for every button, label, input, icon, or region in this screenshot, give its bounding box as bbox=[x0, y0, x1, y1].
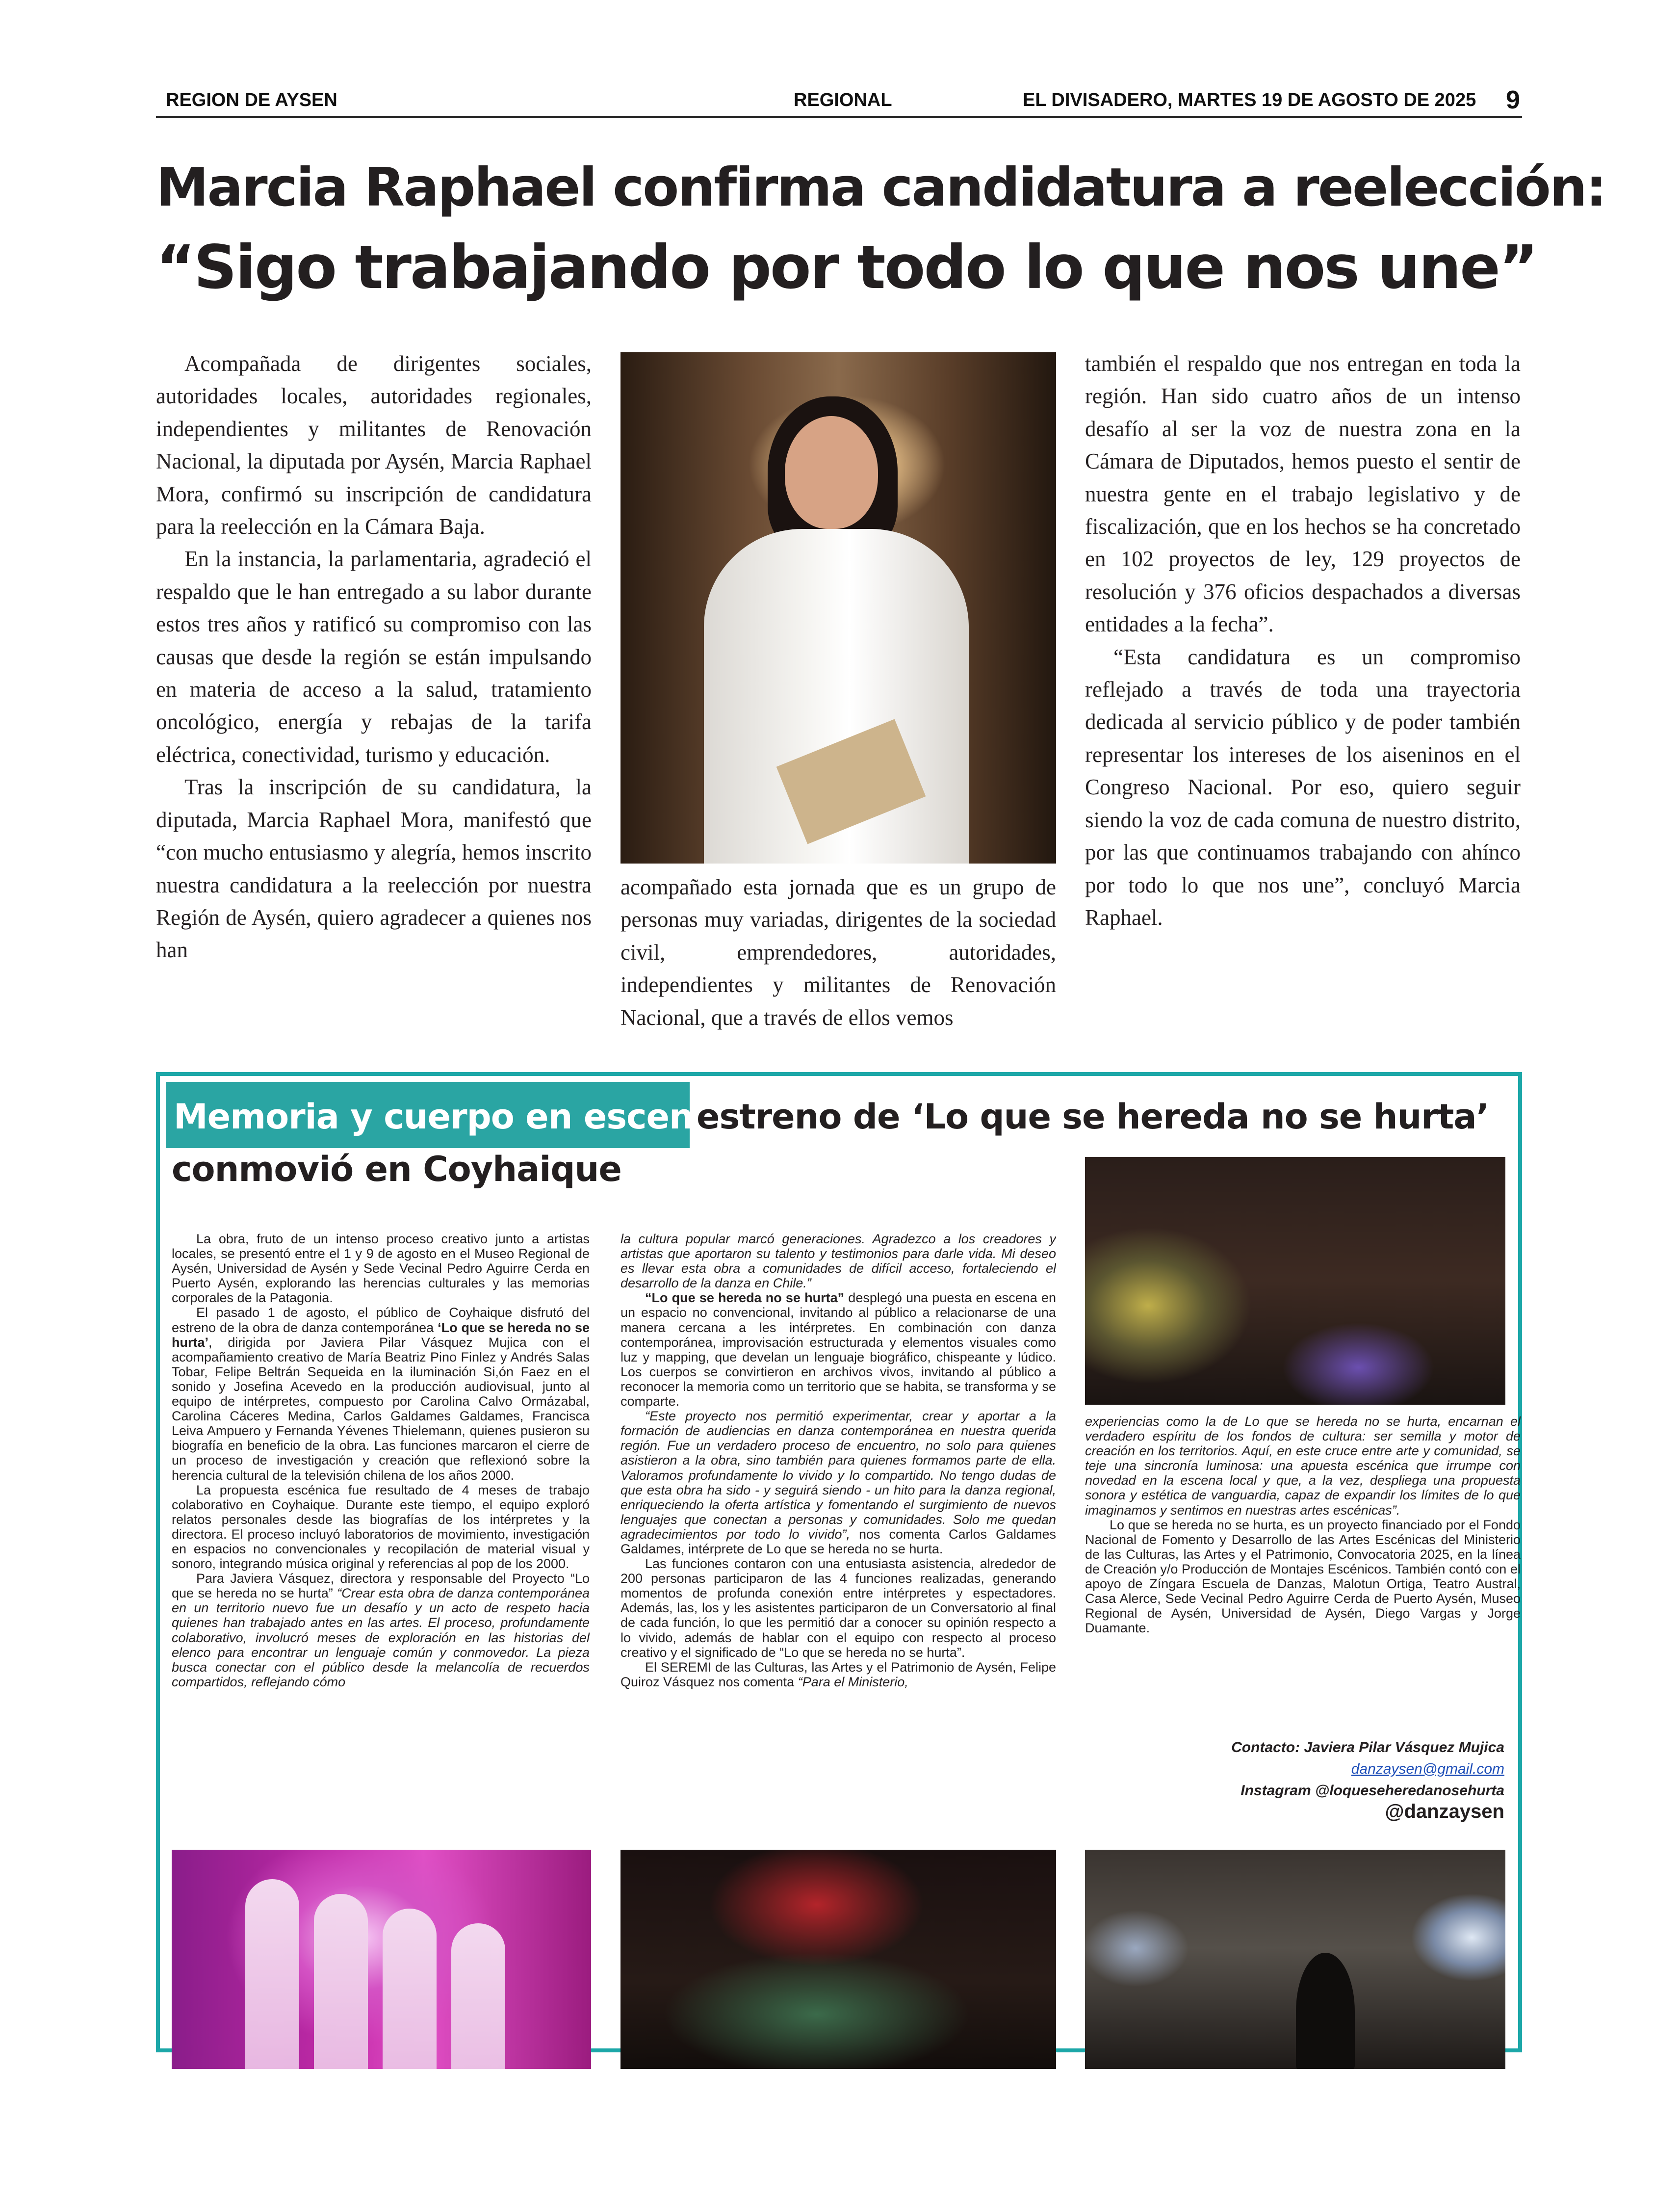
paragraph bbox=[1085, 1414, 1521, 1518]
quote-run: experiencias como la de Lo que se hereda no se hurta, encarnan el verdadero espíritu de los fondos de cultura: ser semilla y motor de creación en los territorios. Aquí, en este cruce entre arte y comunidad, se teje una sincronía luminosa: una apuesta escénica que irrumpe con novedad en la escena local y que, a la vez, despliega una propuesta sonora y estética de vanguardia, capaz de expandir los límites de lo que imaginamos y sentimos en nuestras artes escénicas”. bbox=[1085, 1414, 1521, 1518]
section-category: REGIONAL bbox=[794, 90, 892, 110]
page-number: 9 bbox=[1506, 86, 1520, 114]
text-run: El SEREMI de las Culturas, las Artes y el Patrimonio de Aysén, Felipe Quiroz Vásquez nos comenta bbox=[620, 1659, 1056, 1689]
paragraph: Acompañada de dirigentes sociales, autoridades locales, autoridades regionales, independientes y militantes de Renovación Nacional, la diputada por Aysén, Marcia Raphael Mora, confirmó su inscripción de candidatura para la reelección en la Cámara Baja. bbox=[156, 351, 592, 539]
quote-run: la cultura popular marcó generaciones. Agradezco a los creadores y artistas que aportaron su talento y testimonios para darle vida. Mi deseo es llevar esta obra a comunidades de difícil acceso, fortaleciendo el desarrollo de la danza en Chile.” bbox=[620, 1232, 1056, 1291]
work-title: “Lo que se hereda no se hurta” bbox=[645, 1290, 845, 1306]
header-rule bbox=[156, 116, 1522, 118]
paragraph: acompañado esta jornada que es un grupo de personas muy variadas, dirigentes de la sociedad civil, emprendedores, autoridades, independientes y militantes de Renovación Nacional, que a través de ellos vemos bbox=[620, 875, 1056, 1030]
issue-date: EL DIVISADERO, MARTES 19 DE AGOSTO DE 2025 bbox=[1023, 90, 1476, 110]
audience-photo bbox=[1085, 1157, 1505, 1405]
text-run: Para Javiera Vásquez, directora y responsable del Proyecto “Lo que se hereda no se hurta” bbox=[172, 1571, 590, 1601]
text-run: El pasado 1 de agosto, el público de Coyhaique disfrutó del estreno de la obra de danza contemporánea bbox=[172, 1305, 590, 1335]
paragraph: Las funciones contaron con una entusiasta asistencia, alrededor de 200 personas participaron de las 4 funciones realizadas, generando momentos de profunda conexión entre intérpretes y espectadores. Además, las, los y les asistentes participaron de un Conversatorio al final de cada función, lo que les permitió dar a conocer su opinión respecto a lo vivido, además de hablar con el equipo con respecto al proceso creativo y el significado de “Lo que se hereda no se hurta”. bbox=[620, 1556, 1056, 1660]
quote-run: “Para el Ministerio, bbox=[798, 1674, 908, 1689]
paragraph: Lo que se hereda no se hurta, es un proyecto financiado por el Fondo Nacional de Fomento y Desarrollo de las Artes Escénicas del Ministerio de las Culturas, las Artes y el Patrimonio, Convocatoria 2025, en la línea de Creación y/o Producción de Montajes Escénicos. También contó con el apoyo de Zíngara Escuela de Danzas, Malotun Ortiga, Teatro Austral, Casa Alerce, Sede Vecinal Pedro Aguirre Cerda de Puerto Aysén, Museo Regional de Aysén, Universidad de Aysén, Diego Vargas y Jorge Duamante. bbox=[1085, 1517, 1521, 1636]
paragraph: “Esta candidatura es un compromiso reflejado a través de toda una trayectoria dedicada al servicio público y de poder también representar los intereses de los aiseninos en el Congreso Nacional. Por eso, quiero seguir siendo la voz de cada comuna de nuestro distrito, por las que continuamos trabajando con ahínco por todo lo que nos une”, concluyó Marcia Raphael. bbox=[1085, 644, 1521, 930]
feature-column-1 bbox=[172, 1232, 590, 1826]
quote-run: “Crear esta obra de danza contemporánea en un territorio nuevo fue un desafío y un acto de respeto hacia quienes han trabajado antes en las artes. El proceso, profundamente colaborativo, involucró meses de exploración en las historias del elenco para encontrar un lenguaje común y conmovedor. La pieza busca conectar con el público desde la melancolía de recuerdos compartidos, reflejando cómo bbox=[172, 1586, 590, 1689]
photo-dancer-shape bbox=[314, 1894, 368, 2069]
article-headline-quote: “Sigo trabajando por todo lo que nos une” bbox=[156, 233, 1537, 302]
article-column-1 bbox=[156, 347, 592, 1032]
quote-run: “Este proyecto nos permitió experimentar, crear y aportar a la formación de audiencias en danza contemporánea en nuestra querida región. Fue un verdadero proceso de encuentro, no solo para quienes asistieron a la obra, sino también para quienes formamos parte de ella. Valoramos profundamente lo vivido y lo compartido. No tengo dudas de que esta obra ha sido - y seguirá siendo - un hito para la danza regional, enriqueciendo la oferta artística y fomentando el surgimiento de nuevos lenguajes que conectan a personas y comunidades. Solo me quedan agradecimientos por todo lo vivido”, bbox=[620, 1409, 1056, 1542]
photo-silhouette-shape bbox=[1296, 1953, 1355, 2069]
contact-email-link[interactable]: danzaysen@gmail.com bbox=[1351, 1761, 1504, 1777]
feature-column-3 bbox=[1085, 1414, 1521, 1719]
contact-handle: @danzaysen bbox=[1385, 1801, 1504, 1822]
paragraph bbox=[620, 1232, 1056, 1290]
photo-dancer-shape bbox=[383, 1909, 437, 2069]
performance-red-green-photo bbox=[620, 1850, 1056, 2069]
paragraph: En la instancia, la parlamentaria, agradeció el respaldo que le han entregado a su labor durante estos tres años y ratificó su compromiso con las causas que desde la región se están impulsando en materia de acceso a la salud, tratamiento oncológico, energía y rebajas de la tarifa eléctrica, conectividad, turismo y educación. bbox=[156, 547, 592, 767]
article-column-3 bbox=[1085, 347, 1521, 1000]
text-run: , dirigida por Javiera Pilar Vásquez Mujica con el acompañamiento creativo de María Beatriz Pino Finlez y Andrés Salas Tobar, Felipe Beltrán Sequeida en la iluminación Si,ón Faez en el sonido y Josefina Acevedo en la producción audiovisual, junto al equipo de intérpretes, compuesto por Carolina Calvo Ormázabal, Carolina Cáceres Medina, Carlos Galdames Galdames, Francisca Leiva Ampuero y Fernanda Yévenes Thielemann, quienes pusieron su biografía en beneficio de la obra. Las funciones marcaron el cierre de un proceso de investigación y creación que reflexionó sobre la herencia cultural de la televisión chilena de los años 2000. bbox=[172, 1335, 590, 1483]
contact-instagram: Instagram @loqueseheredanosehurta bbox=[1241, 1783, 1504, 1799]
article-column-2 bbox=[620, 871, 1056, 1033]
contact-name: Contacto: Javiera Pilar Vásquez Mujica bbox=[1231, 1739, 1504, 1756]
feature-headline: estreno de ‘Lo que se hereda no se hurta’ bbox=[697, 1097, 1489, 1137]
work-title: ‘Lo que se hereda no se hurta’ bbox=[172, 1320, 590, 1350]
paragraph bbox=[620, 1660, 1056, 1689]
portrait-photo bbox=[620, 352, 1056, 864]
paragraph: también el respaldo que nos entregan en toda la región. Han sido cuatro años de un intenso desafío al ser la voz de nuestra zona en la Cámara de Diputados, hemos puesto el sentir de nuestra gente en el trabajo legislativo y de fiscalización, que en los hechos se ha concretado en 102 proyectos de ley, 129 proyectos de resolución y 376 oficios despachados a diversas entidades a la fecha”. bbox=[1085, 351, 1521, 637]
photo-dancer-shape bbox=[245, 1879, 299, 2069]
text-run: nos comenta Carlos Galdames Galdames, intérprete de Lo que se hereda no se hurta. bbox=[620, 1526, 1056, 1556]
feature-kicker bbox=[166, 1082, 729, 1148]
paragraph bbox=[620, 1409, 1056, 1556]
photo-dancer-shape bbox=[451, 1923, 505, 2069]
paragraph: La propuesta escénica fue resultado de 4 meses de trabajo colaborativo en Coyhaique. Durante este tiempo, el equipo exploró relatos personales desde las biografías de los intérpretes y la directora. El proceso incluyó laboratorios de movimiento, investigación en espacios no convencionales y recopilación de material visual y sonoro, integrando música original y referencias al pop de los 2000. bbox=[172, 1482, 590, 1572]
performance-fog-photo bbox=[1085, 1850, 1505, 2069]
text-run: desplegó una puesta en escena en un espacio no convencional, invitando al público a relacionarse de una manera cercana a les intérpretes. En combinación con danza contemporánea, improvisación estructurada y elementos visuales como luz y mapping, que develan un lenguaje biográfico, chispeante y lúdico. Los cuerpos se convirtieron en archivos vivos, invitando al público a reconocer la memoria como un territorio que se habita, se transforma y se comparte. bbox=[620, 1290, 1056, 1409]
article-headline: Marcia Raphael confirma candidatura a reelección: bbox=[156, 157, 1605, 218]
photo-face-shape bbox=[785, 416, 878, 529]
section-label: REGION DE AYSEN bbox=[166, 90, 337, 110]
paragraph: La obra, fruto de un intenso proceso creativo junto a artistas locales, se presentó entre el 1 y 9 de agosto en el Museo Regional de Aysén, Universidad de Aysén y Sede Vecinal Pedro Aguirre Cerda en Puerto Aysén, explorando las herencias culturales y las memorias corporales de la Patagonia. bbox=[172, 1232, 590, 1306]
paragraph bbox=[172, 1571, 590, 1689]
paragraph: Tras la inscripción de su candidatura, la diputada, Marcia Raphael Mora, manifestó que “con mucho entusiasmo y alegría, hemos inscrito nuestra candidatura a la reelección por nuestra Región de Aysén, quiero agradecer a quienes nos han bbox=[156, 775, 592, 963]
feature-headline-line2: conmovió en Coyhaique bbox=[172, 1149, 621, 1189]
dancers-pink-photo bbox=[172, 1850, 591, 2069]
paragraph bbox=[172, 1305, 590, 1482]
paragraph bbox=[620, 1290, 1056, 1409]
feature-column-2 bbox=[620, 1232, 1056, 1826]
feature-kicker-text: Memoria y cuerpo en escena: bbox=[174, 1097, 729, 1137]
